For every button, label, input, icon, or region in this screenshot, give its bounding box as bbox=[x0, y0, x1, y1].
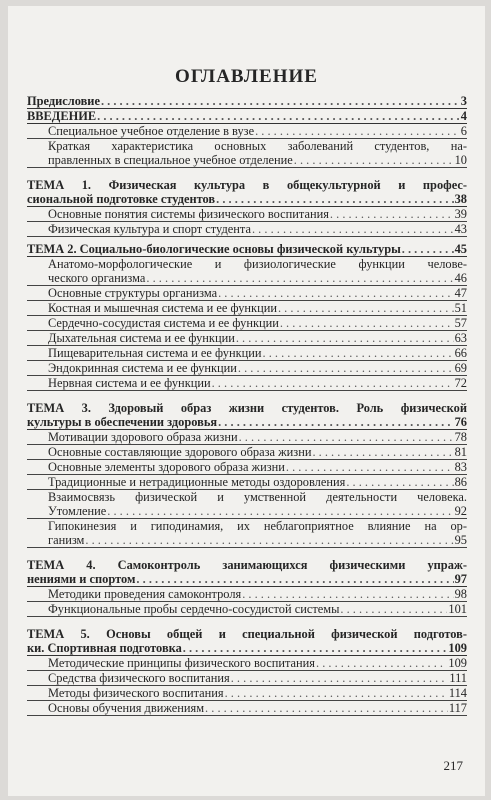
toc-entry-text: Основные структуры организма bbox=[48, 286, 218, 300]
toc-section-entry bbox=[27, 331, 467, 346]
toc-entry-text: Специальное учебное отделение в вузе bbox=[48, 124, 255, 138]
toc-page-number: 43 bbox=[454, 222, 467, 236]
toc-page-number: 117 bbox=[448, 701, 467, 715]
toc-entry-text: Физическая культура и спорт студента bbox=[48, 222, 251, 236]
toc-entry-text: Сердечно-сосудистая система и ее функции bbox=[48, 316, 279, 330]
dot-leader bbox=[263, 346, 454, 360]
toc-entry-text-continued: сиональной подготовке студентов bbox=[27, 192, 216, 206]
toc-page-number: 78 bbox=[454, 430, 467, 444]
toc-entry-text: Мотивации здорового образа жизни bbox=[48, 430, 238, 444]
dot-leader bbox=[85, 533, 453, 547]
dot-leader bbox=[316, 656, 447, 670]
toc-entry-text: ТЕМА 1. Физическая культура в общекультурной и профес- bbox=[27, 178, 467, 192]
toc-entry-text: Краткая характеристика основных заболеваний студентов, на- bbox=[48, 139, 467, 153]
dot-leader bbox=[252, 222, 454, 236]
toc-section-entry bbox=[27, 602, 467, 617]
dot-leader bbox=[136, 572, 453, 586]
toc-chapter-entry bbox=[27, 109, 467, 124]
toc-entry-text: ВВЕДЕНИЕ bbox=[27, 109, 97, 123]
toc-section-entry bbox=[27, 445, 467, 460]
dot-leader bbox=[101, 94, 460, 108]
toc-entry-text: ТЕМА 3. Здоровый образ жизни студентов. Роль физической bbox=[27, 401, 467, 415]
dot-leader bbox=[218, 286, 454, 300]
toc-section-entry bbox=[27, 222, 467, 237]
dot-leader bbox=[294, 153, 454, 167]
toc-page-number: 45 bbox=[454, 242, 467, 256]
toc-entry-text-continued: Утомление bbox=[48, 504, 107, 518]
toc-section-entry bbox=[27, 124, 467, 139]
toc-entry-text: ТЕМА 4. Самоконтроль занимающихся физическими упраж- bbox=[27, 558, 467, 572]
toc-page-number: 101 bbox=[448, 602, 467, 616]
toc-entry-text: ТЕМА 5. Основы общей и специальной физической подготов- bbox=[27, 627, 467, 641]
toc-entry-text: Основные составляющие здорового образа жизни bbox=[48, 445, 312, 459]
toc-entry-text-continued: ческого организма bbox=[48, 271, 146, 285]
toc-entry-text: Гипокинезия и гиподинамия, их неблагоприятное влияние на ор- bbox=[48, 519, 467, 533]
toc-page-number: 4 bbox=[460, 109, 467, 123]
toc-section-entry bbox=[27, 475, 467, 490]
dot-leader bbox=[212, 376, 454, 390]
toc-section-entry bbox=[27, 701, 467, 716]
dot-leader bbox=[286, 460, 454, 474]
toc-page-number: 39 bbox=[454, 207, 467, 221]
toc-entry-text-continued: нениями и спортом bbox=[27, 572, 136, 586]
toc-entry-text: ТЕМА 2. Социально-биологические основы физической культуры bbox=[27, 242, 401, 256]
toc-chapter-entry bbox=[27, 401, 467, 430]
toc-section-entry bbox=[27, 207, 467, 222]
toc-entry-text: Взаимосвязь физической и умственной деятельности человека. bbox=[48, 490, 467, 504]
toc-section-entry bbox=[27, 301, 467, 316]
toc-entry-text: Методики проведения самоконтроля bbox=[48, 587, 242, 601]
dot-leader bbox=[183, 641, 448, 655]
dot-leader bbox=[312, 445, 453, 459]
toc-entry-text-continued: ганизм bbox=[48, 533, 85, 547]
toc-chapter-entry bbox=[27, 627, 467, 656]
toc-page-number: 57 bbox=[454, 316, 467, 330]
toc-entry-text: Основные элементы здорового образа жизни bbox=[48, 460, 285, 474]
toc-section-entry bbox=[27, 490, 467, 519]
toc-entry-text: Традиционные и нетрадиционные методы оздоровления bbox=[48, 475, 346, 489]
dot-leader bbox=[278, 301, 454, 315]
table-of-contents bbox=[27, 94, 467, 716]
toc-page-number: 97 bbox=[454, 572, 467, 586]
dot-leader bbox=[97, 109, 460, 123]
toc-page-number: 6 bbox=[460, 124, 467, 138]
toc-page-number: 109 bbox=[448, 641, 467, 655]
dot-leader bbox=[346, 475, 453, 489]
toc-entry-text: Дыхательная система и ее функции bbox=[48, 331, 235, 345]
toc-page-number: 76 bbox=[454, 415, 467, 429]
toc-entry-text: Эндокринная система и ее функции bbox=[48, 361, 237, 375]
toc-chapter-entry bbox=[27, 242, 467, 257]
toc-chapter-entry bbox=[27, 94, 467, 109]
toc-page-number: 46 bbox=[454, 271, 467, 285]
toc-section-entry bbox=[27, 361, 467, 376]
dot-leader bbox=[216, 192, 453, 206]
toc-entry-text-continued: ки. Спортивная подготовка bbox=[27, 641, 182, 655]
toc-entry-text-continued: культуры в обеспечении здоровья bbox=[27, 415, 218, 429]
toc-page-number: 3 bbox=[460, 94, 467, 108]
toc-page-number: 10 bbox=[454, 153, 467, 167]
toc-chapter-entry bbox=[27, 558, 467, 587]
toc-entry-text: Средства физического воспитания bbox=[48, 671, 230, 685]
dot-leader bbox=[218, 415, 454, 429]
toc-section-entry bbox=[27, 460, 467, 475]
toc-chapter-entry bbox=[27, 178, 467, 207]
toc-section-entry bbox=[27, 430, 467, 445]
dot-leader bbox=[205, 701, 448, 715]
toc-page-number: 114 bbox=[448, 686, 467, 700]
toc-page-number: 109 bbox=[448, 656, 467, 670]
toc-page-number: 72 bbox=[454, 376, 467, 390]
toc-section-entry bbox=[27, 587, 467, 602]
toc-entry-text: Анатомо-морфологические и физиологические функции челове- bbox=[48, 257, 467, 271]
toc-entry-text: Методы физического воспитания bbox=[48, 686, 224, 700]
dot-leader bbox=[146, 271, 453, 285]
toc-section-entry bbox=[27, 139, 467, 168]
toc-entry-text: Нервная система и ее функции bbox=[48, 376, 211, 390]
toc-section-entry bbox=[27, 686, 467, 701]
toc-page-number: 81 bbox=[454, 445, 467, 459]
toc-section-entry bbox=[27, 286, 467, 301]
toc-entry-text: Основы обучения движениям bbox=[48, 701, 205, 715]
toc-section-entry bbox=[27, 257, 467, 286]
page-number: 217 bbox=[443, 758, 463, 773]
toc-page-number: 69 bbox=[454, 361, 467, 375]
dot-leader bbox=[231, 671, 449, 685]
toc-section-entry bbox=[27, 671, 467, 686]
toc-section-entry bbox=[27, 346, 467, 361]
toc-page-number: 47 bbox=[454, 286, 467, 300]
dot-leader bbox=[236, 331, 454, 345]
toc-page-number: 83 bbox=[454, 460, 467, 474]
book-page bbox=[8, 6, 485, 796]
toc-page-number: 86 bbox=[454, 475, 467, 489]
toc-page-number: 51 bbox=[454, 301, 467, 315]
toc-entry-text: Предисловие bbox=[27, 94, 100, 108]
toc-section-entry bbox=[27, 519, 467, 548]
toc-entry-text: Функциональные пробы сердечно-сосудистой системы bbox=[48, 602, 340, 616]
dot-leader bbox=[107, 504, 453, 518]
toc-page-number: 95 bbox=[454, 533, 467, 547]
toc-page-number: 66 bbox=[454, 346, 467, 360]
page-title: ОГЛАВЛЕНИЕ bbox=[175, 66, 318, 87]
dot-leader bbox=[280, 316, 454, 330]
dot-leader bbox=[238, 361, 454, 375]
toc-section-entry bbox=[27, 376, 467, 391]
toc-page-number: 111 bbox=[449, 671, 467, 685]
toc-entry-text: Методические принципы физического воспитания bbox=[48, 656, 316, 670]
toc-entry-text: Пищеварительная система и ее функции bbox=[48, 346, 262, 360]
dot-leader bbox=[239, 430, 454, 444]
toc-entry-text-continued: правленных в специальное учебное отделение bbox=[48, 153, 293, 167]
dot-leader bbox=[225, 686, 448, 700]
toc-page-number: 63 bbox=[454, 331, 467, 345]
toc-section-entry bbox=[27, 656, 467, 671]
toc-entry-text: Основные понятия системы физического воспитания bbox=[48, 207, 329, 221]
dot-leader bbox=[330, 207, 454, 221]
dot-leader bbox=[402, 242, 454, 256]
dot-leader bbox=[242, 587, 453, 601]
toc-section-entry bbox=[27, 316, 467, 331]
dot-leader bbox=[255, 124, 460, 138]
dot-leader bbox=[340, 602, 447, 616]
toc-page-number: 92 bbox=[454, 504, 467, 518]
toc-entry-text: Костная и мышечная система и ее функции bbox=[48, 301, 277, 315]
toc-page-number: 38 bbox=[454, 192, 467, 206]
toc-page-number: 98 bbox=[454, 587, 467, 601]
